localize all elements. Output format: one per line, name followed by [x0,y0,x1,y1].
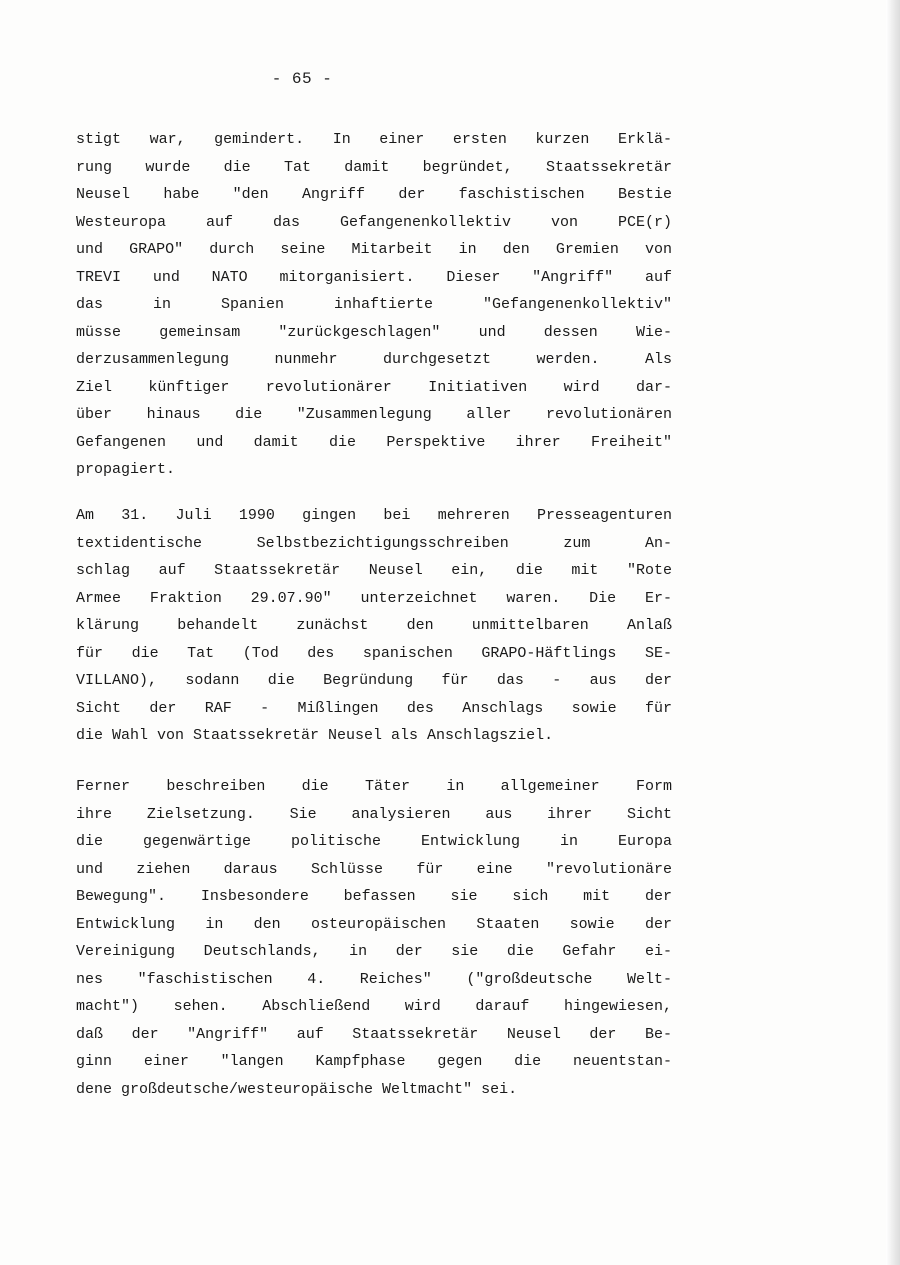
text-line: Armee Fraktion 29.07.90" unterzeichnet waren. Die Er- [76,589,672,607]
text-line: über hinaus die "Zusammenlegung aller revolutionären [76,406,672,423]
text-line: und GRAPO" durch seine Mitarbeit in den Gremien von [76,241,672,258]
text-line: Ziel künftiger revolutionärer Initiativen wird dar- [76,378,672,396]
text-line: propagiert. [76,461,176,478]
text-line: Bewegung". Insbesondere befassen sie sich mit der [76,888,672,905]
text-line: Westeuropa auf das Gefangenenkollektiv von PCE(r) [76,213,672,231]
paragraph-3 [76,773,672,1103]
text-line: schlag auf Staatssekretär Neusel ein, die mit "Rote [76,562,672,579]
paragraph-1 [76,126,672,484]
text-line: Am 31. Juli 1990 gingen bei mehreren Presseagenturen [76,507,672,524]
text-line: Neusel habe "den Angriff der faschistischen Bestie [76,186,672,203]
text-line: und ziehen daraus Schlüsse für eine "revolutionäre [76,860,672,878]
text-line: dene großdeutsche/westeuropäische Weltmacht" sei. [76,1080,518,1098]
text-line: Vereinigung Deutschlands, in der sie die Gefahr ei- [76,943,672,960]
text-line: Gefangenen und damit die Perspektive ihrer Freiheit" [76,433,672,451]
text-line: Ferner beschreiben die Täter in allgemeiner Form [76,778,672,795]
text-line: stigt war, gemindert. In einer ersten kurzen Erklä- [76,131,672,148]
text-line: rung wurde die Tat damit begründet, Staatssekretär [76,158,672,176]
text-line: textidentische Selbstbezichtigungsschreiben zum An- [76,534,672,552]
text-line: klärung behandelt zunächst den unmittelbaren Anlaß [76,617,672,634]
text-line: für die Tat (Tod des spanischen GRAPO-Häftlings SE- [76,644,672,662]
text-line: VILLANO), sodann die Begründung für das - aus der [76,672,672,689]
text-line: ihre Zielsetzung. Sie analysieren aus ihrer Sicht [76,805,672,823]
text-line: macht") sehen. Abschließend wird darauf hingewiesen, [76,998,672,1015]
text-line: nes "faschistischen 4. Reiches" ("großdeutsche Welt- [76,970,672,988]
text-line: TREVI und NATO mitorganisiert. Dieser "Angriff" auf [76,268,672,286]
text-line: ginn einer "langen Kampfphase gegen die neuentstan- [76,1053,672,1070]
text-line: müsse gemeinsam "zurückgeschlagen" und dessen Wie- [76,323,672,341]
page-edge-shadow [886,0,900,1265]
page-number: - 65 - [271,70,333,88]
text-line: daß der "Angriff" auf Staatssekretär Neusel der Be- [76,1025,672,1043]
text-line: Sicht der RAF - Mißlingen des Anschlags sowie für [76,699,672,717]
text-line: die Wahl von Staatssekretär Neusel als Anschlagsziel. [76,727,554,744]
text-line: das in Spanien inhaftierte "Gefangenenkollektiv" [76,296,672,313]
text-line: Entwicklung in den osteuropäischen Staaten sowie der [76,915,672,933]
text-line: die gegenwärtige politische Entwicklung in Europa [76,833,672,850]
text-line: derzusammenlegung nunmehr durchgesetzt werden. Als [76,351,672,368]
paragraph-2 [76,502,672,750]
